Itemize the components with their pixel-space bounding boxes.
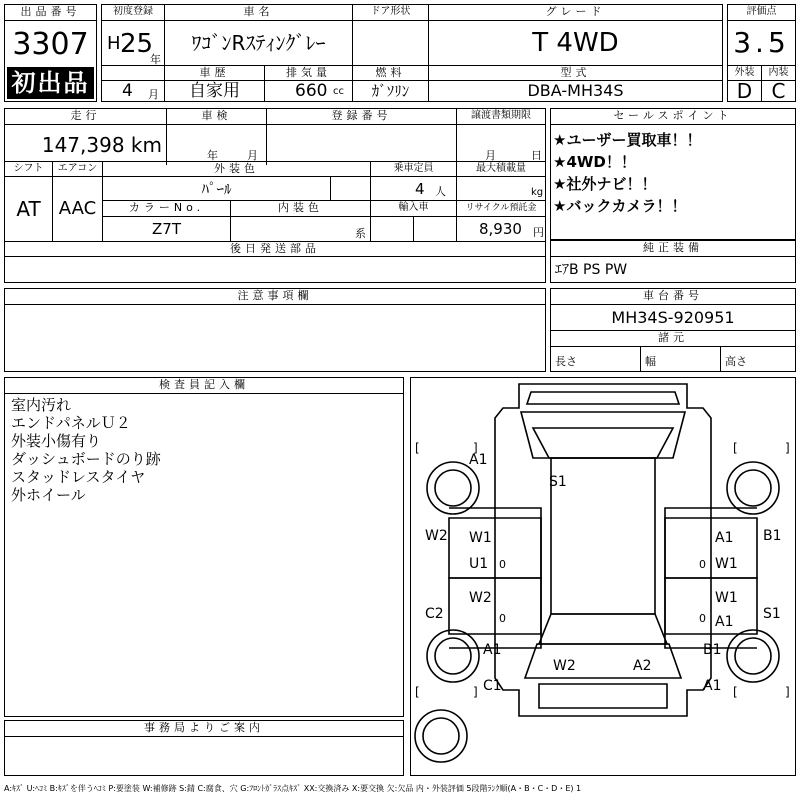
fuel-label: 燃料 bbox=[353, 65, 429, 81]
dim-width bbox=[641, 347, 721, 371]
mark-rdoor-a1b: A1 bbox=[715, 614, 734, 630]
mark-roof-s1: S1 bbox=[549, 474, 567, 490]
mark-zero-r2: 0 bbox=[699, 612, 706, 625]
reg-year: 25 bbox=[120, 29, 154, 59]
capacity: 4 bbox=[415, 180, 425, 198]
notes-value bbox=[9, 307, 541, 367]
first-reg-label: 初度登録 bbox=[102, 5, 165, 21]
inspector-line: ダッシュボードのり跡 bbox=[11, 450, 161, 468]
mark-left-c2: C2 bbox=[425, 606, 444, 622]
shift: AT bbox=[5, 177, 53, 241]
max-load-cell bbox=[457, 177, 545, 201]
inspector-line: スタッドレスタイヤ bbox=[11, 468, 146, 486]
lot-number: 3307 bbox=[12, 27, 89, 62]
spare-wheel-inner bbox=[423, 718, 459, 754]
office-label: 事務局よりご案内 bbox=[5, 721, 403, 737]
chassis-number: MH34S-920951 bbox=[551, 305, 795, 331]
inspector-notes bbox=[11, 396, 401, 504]
exterior-score: D bbox=[728, 81, 762, 101]
equipment-block bbox=[550, 240, 796, 283]
transfer-label: 譲渡書類期限 bbox=[457, 109, 545, 125]
inspector-block bbox=[4, 377, 404, 717]
inspector-line: 外ホイール bbox=[11, 486, 86, 504]
interior-score: C bbox=[771, 79, 786, 103]
ac-label: エアコン bbox=[53, 161, 103, 177]
mark-rdoor-w1: W1 bbox=[715, 556, 738, 572]
capacity-unit: 人 bbox=[435, 185, 446, 198]
grade-value: T 4WD bbox=[532, 28, 619, 58]
max-load-unit: kg bbox=[531, 187, 544, 198]
car-outline-svg bbox=[411, 378, 795, 775]
mark-zero-l1: 0 bbox=[499, 558, 506, 571]
mark-bracket-r4: ] bbox=[785, 685, 790, 699]
lot-number-label: 出品番号 bbox=[5, 5, 96, 21]
vehicle-detail-table bbox=[4, 108, 546, 283]
int-color-unit: 系 bbox=[355, 227, 366, 240]
first-listing-badge: 初出品 bbox=[7, 67, 94, 99]
mark-rear-r-a1: A1 bbox=[703, 678, 722, 694]
reg-month-unit: 月 bbox=[148, 88, 159, 101]
transfer-day-unit: 日 bbox=[531, 149, 542, 162]
office-block bbox=[4, 720, 404, 776]
mileage-label: 走行 bbox=[5, 109, 167, 125]
reg-month: 4 bbox=[122, 81, 133, 101]
mark-rear-w2: W2 bbox=[553, 658, 576, 674]
mark-bracket-l1: [ bbox=[415, 441, 420, 455]
mileage: 147,398 km bbox=[5, 125, 167, 165]
reg-year-unit: 年 bbox=[150, 53, 161, 66]
model: DBA-MH34S bbox=[527, 81, 624, 100]
first-reg-cell bbox=[102, 21, 165, 65]
mark-zero-r1: 0 bbox=[699, 558, 706, 571]
mark-bracket-r3: ] bbox=[473, 685, 478, 699]
vehicle-header-table bbox=[101, 4, 723, 102]
interior-label: 内装 bbox=[762, 65, 795, 81]
mark-rear-a2: A2 bbox=[633, 658, 652, 674]
dim-height-label: 高さ bbox=[725, 355, 747, 368]
max-load-label: 最大積載量 bbox=[457, 161, 545, 177]
mark-bracket-r1: ] bbox=[473, 441, 478, 455]
dim-length bbox=[551, 347, 641, 371]
dims-label: 諸元 bbox=[551, 331, 795, 347]
grade-label: グレード bbox=[429, 5, 722, 21]
office-value bbox=[9, 739, 399, 773]
displacement-unit: cc bbox=[333, 86, 344, 97]
first-reg-sub bbox=[102, 65, 165, 81]
inspection-year-unit: 年 bbox=[207, 149, 218, 162]
history-label: 車歴 bbox=[165, 65, 265, 81]
later-parts bbox=[5, 257, 545, 282]
rear-bumper bbox=[539, 684, 667, 708]
import-a bbox=[371, 217, 414, 241]
equipment-label: 純正装備 bbox=[551, 241, 795, 257]
dim-width-label: 幅 bbox=[645, 355, 656, 368]
displacement: 660 bbox=[295, 81, 328, 101]
capacity-label: 乗車定員 bbox=[371, 161, 457, 177]
mark-bracket-l2: [ bbox=[733, 441, 738, 455]
chassis-label: 車台番号 bbox=[551, 289, 795, 305]
notes-block bbox=[4, 288, 546, 372]
notes-label: 注意事項欄 bbox=[5, 289, 545, 305]
inspection-month-unit: 月 bbox=[247, 149, 258, 162]
inspector-line: エンドパネルＵ２ bbox=[11, 414, 131, 432]
score-block bbox=[727, 4, 796, 102]
score-label: 評価点 bbox=[728, 5, 795, 21]
exterior-label: 外装 bbox=[728, 65, 762, 81]
fuel: ｶﾞｿﾘﾝ bbox=[353, 81, 429, 101]
damage-legend: A:ｷｽﾞ U:ﾍｺﾐ B:ｷｽﾞを伴うﾍｺﾐ P:要塗装 W:補修跡 S:錆 C:腐食、穴 G:ﾌﾛﾝﾄｶﾞﾗｽ点ｷｽﾞ XX:交換済み X:要交換 欠:欠品 内・外装評価 5段階ﾗﾝｸ順(A・B・C・D・E) 1 bbox=[4, 784, 582, 793]
transfer-month-unit: 月 bbox=[485, 149, 496, 162]
inspector-line: 室内汚れ bbox=[11, 396, 72, 414]
sales-point: ★社外ナビ！！ bbox=[553, 175, 657, 193]
import-b bbox=[414, 217, 457, 241]
rear-window bbox=[539, 614, 667, 644]
door-label: ドア形状 bbox=[353, 5, 429, 21]
mark-rear-r-b1: B1 bbox=[703, 642, 722, 658]
mark-rdoor-a1: A1 bbox=[715, 530, 734, 546]
reg-no bbox=[267, 125, 457, 165]
displacement-cell bbox=[265, 81, 353, 101]
score: 3.5 bbox=[733, 26, 790, 59]
mark-left-w2: W2 bbox=[425, 528, 448, 544]
equipment-value: ｴｱB PS PW bbox=[555, 262, 628, 278]
mark-front-a1: A1 bbox=[469, 452, 488, 468]
model-label: 型式 bbox=[429, 65, 722, 81]
wheel-rl-inner bbox=[435, 638, 471, 674]
transfer-cell bbox=[457, 125, 545, 165]
mark-ldoor-w1: W1 bbox=[469, 530, 492, 546]
era: H bbox=[107, 33, 121, 54]
inspection-label: 車検 bbox=[167, 109, 267, 125]
sales-point: ★ユーザー買取車！！ bbox=[553, 131, 702, 149]
shift-label: シフト bbox=[5, 161, 53, 177]
dim-height bbox=[721, 347, 795, 371]
ext-color-label: 外装色 bbox=[103, 161, 371, 177]
mark-rdoor-w1b: W1 bbox=[715, 590, 738, 606]
chassis-block bbox=[550, 288, 796, 372]
mark-ldoor-w2: W2 bbox=[469, 590, 492, 606]
windshield bbox=[533, 428, 673, 458]
color-no: Z7T bbox=[103, 217, 231, 241]
history: 自家用 bbox=[165, 81, 265, 101]
car-name-label: 車名 bbox=[165, 5, 353, 21]
recycle-label: リサイクル預託金 bbox=[457, 201, 545, 217]
recycle-cell bbox=[457, 217, 545, 241]
inspector-line: 外装小傷有り bbox=[11, 432, 102, 450]
recycle-unit: 円 bbox=[533, 226, 544, 239]
int-color-cell bbox=[231, 217, 371, 241]
car-name: ﾜｺﾞﾝRｽﾃｨﾝｸﾞﾚｰ bbox=[165, 21, 353, 65]
recycle: 8,930 bbox=[479, 220, 522, 238]
mark-bracket-r2: ] bbox=[785, 441, 790, 455]
mark-zero-l2: 0 bbox=[499, 612, 506, 625]
front-bumper bbox=[527, 392, 679, 404]
wheel-fr-inner bbox=[735, 470, 771, 506]
displacement-label: 排気量 bbox=[265, 65, 353, 81]
mark-rear-l-c1: C1 bbox=[483, 678, 502, 694]
mark-bracket-l4: [ bbox=[733, 685, 738, 699]
mark-right-b1: B1 bbox=[763, 528, 782, 544]
wheel-rr-inner bbox=[735, 638, 771, 674]
sales-point: ★4WD！！ bbox=[553, 153, 636, 171]
mark-bracket-l3: [ bbox=[415, 685, 420, 699]
mark-rear-l-a1: A1 bbox=[483, 642, 502, 658]
sales-point: ★バックカメラ！！ bbox=[553, 197, 687, 215]
import-label: 輸入車 bbox=[371, 201, 457, 217]
mark-ldoor-u1: U1 bbox=[469, 556, 489, 572]
color-no-label: カラーNo. bbox=[103, 201, 231, 217]
car-damage-diagram bbox=[410, 377, 796, 776]
dim-length-label: 長さ bbox=[555, 355, 577, 368]
ac: AAC bbox=[53, 177, 103, 241]
sales-points-label: セールスポイント bbox=[551, 109, 795, 125]
lot-number-block bbox=[4, 4, 97, 102]
int-color-label: 内装色 bbox=[231, 201, 371, 217]
later-parts-label: 後日発送部品 bbox=[5, 241, 545, 257]
mark-right-s1: S1 bbox=[763, 606, 781, 622]
rear-panel bbox=[525, 644, 681, 678]
inspector-label: 検査員記入欄 bbox=[5, 378, 403, 394]
reg-no-label: 登録番号 bbox=[267, 109, 457, 125]
sales-points-block bbox=[550, 108, 796, 240]
inspection-cell bbox=[167, 125, 267, 165]
capacity-cell bbox=[371, 177, 457, 201]
ext-color-extra bbox=[331, 177, 371, 201]
reg-month-cell bbox=[102, 81, 165, 101]
ext-color: ﾊﾟｰﾙ bbox=[103, 177, 331, 201]
wheel-fl-inner bbox=[435, 470, 471, 506]
sales-points-list bbox=[553, 129, 793, 217]
